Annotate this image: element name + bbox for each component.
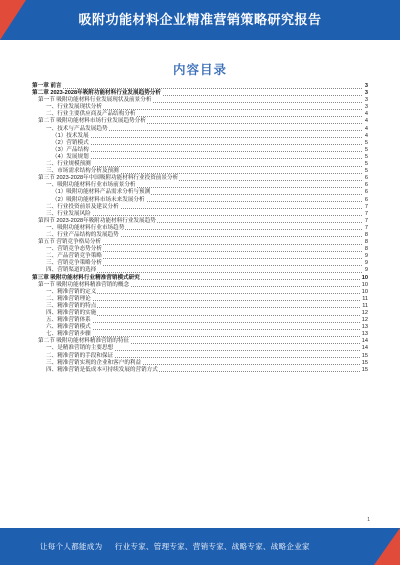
toc-entry-text: （4）发展规划 bbox=[52, 153, 89, 160]
toc-entry-text: （3）产品结构 bbox=[52, 146, 89, 153]
header-banner bbox=[0, 0, 400, 40]
toc-entry[interactable] bbox=[32, 147, 368, 154]
toc-entry-page: 15 bbox=[361, 359, 368, 366]
toc-entry-text: 三、精准营销的特点 bbox=[46, 302, 97, 309]
toc-entry-text: 第一章 前言 bbox=[32, 83, 62, 89]
toc-entry-page: 3 bbox=[364, 97, 368, 104]
toc-entry-page: 13 bbox=[361, 331, 368, 338]
toc-entry-page: 12 bbox=[361, 310, 368, 316]
toc-leader-dots bbox=[52, 137, 362, 138]
toc-entry-page: 5 bbox=[364, 139, 368, 146]
toc-entry[interactable] bbox=[32, 211, 368, 218]
toc-entry-text: 四、营销渠道的选择 bbox=[46, 267, 97, 274]
toc-entry[interactable] bbox=[32, 296, 368, 303]
toc-entry-page: 15 bbox=[361, 366, 368, 373]
toc-entry[interactable] bbox=[32, 154, 368, 161]
toc-entry-text: （2）吸附功能材料市场未来发展分析 bbox=[52, 196, 145, 203]
toc-entry[interactable] bbox=[32, 118, 368, 125]
toc-entry[interactable] bbox=[32, 133, 368, 140]
toc-leader-dots bbox=[52, 158, 362, 159]
toc-entry-text: 四、精准营销的实施 bbox=[46, 310, 97, 316]
toc-entry-text: （1）吸附功能材料产品需求分析与预测 bbox=[52, 189, 151, 196]
toc-entry-text: 二、行业规模预测 bbox=[46, 161, 91, 168]
toc-entry-page: 9 bbox=[364, 253, 368, 260]
toc-entry[interactable] bbox=[32, 197, 368, 204]
toc-entry-page: 14 bbox=[361, 338, 368, 345]
toc-entry-text: 二、行业主要供应商及产品结构分析 bbox=[46, 111, 136, 118]
toc-entry-page: 9 bbox=[364, 260, 368, 267]
toc-leader-dots bbox=[52, 144, 362, 145]
toc-entry-text: 第一节 吸附功能材料精准营销的概念 bbox=[38, 281, 130, 288]
toc-entry-text: 二、精准营销的手段和保证 bbox=[46, 352, 114, 359]
toc-entry-page: 11 bbox=[362, 302, 368, 309]
toc-entry[interactable] bbox=[32, 267, 368, 274]
toc-entry-page: 6 bbox=[364, 182, 368, 189]
toc-entry-text: 第五节 营销竞争格局分析 bbox=[38, 239, 102, 246]
toc-entry-page: 7 bbox=[364, 203, 368, 210]
toc-entry-text: 第二节 吸附功能材料市场行业发展趋势分析 bbox=[38, 118, 146, 125]
toc-entry-text: 一、吸附功能材料行业市场趋势 bbox=[46, 224, 125, 231]
toc-entry[interactable] bbox=[32, 140, 368, 147]
toc-entry[interactable] bbox=[32, 360, 368, 367]
footer-corner-accent bbox=[374, 528, 400, 565]
toc-entry-page: 6 bbox=[364, 189, 368, 196]
toc-entry[interactable] bbox=[32, 289, 368, 296]
toc-entry[interactable] bbox=[32, 282, 368, 289]
toc-entry-text: 一、行业发展现状分析 bbox=[46, 104, 102, 111]
toc-entry-text: 第四节 2023-2028年吸附功能材料行业发展趋势 bbox=[38, 217, 156, 224]
toc-entry-page: 6 bbox=[364, 175, 368, 182]
toc-leader-dots bbox=[32, 88, 362, 89]
toc-entry-page: 10 bbox=[361, 274, 368, 281]
toc-entry-page: 3 bbox=[364, 104, 368, 111]
toc-entry-text: 七、精准营销步骤 bbox=[46, 331, 91, 338]
toc-entry-page: 8 bbox=[364, 231, 368, 238]
toc-entry-page: 3 bbox=[364, 90, 368, 97]
toc-heading: 内容目录 bbox=[172, 63, 227, 77]
toc-leader-dots bbox=[46, 300, 362, 301]
toc-entry-text: 第三章 吸附功能材料行业精准营销模式研究 bbox=[32, 274, 140, 281]
toc-entry-text: 二、精准营销理论 bbox=[46, 295, 91, 302]
toc-entry-page: 15 bbox=[361, 352, 368, 359]
toc-entry-text: 五、精准营销体系 bbox=[46, 317, 91, 324]
toc-entry-page: 8 bbox=[364, 246, 368, 253]
toc-entry-text: 六、精准营销模式 bbox=[46, 324, 91, 331]
toc-entry-page: 5 bbox=[364, 146, 368, 153]
footer-slogan: 让每个人都能成为 bbox=[40, 542, 103, 551]
toc-entry-text: （2）营销模式 bbox=[52, 139, 89, 146]
toc-leader-dots bbox=[46, 322, 362, 323]
footer-banner bbox=[0, 528, 400, 565]
toc-entry-page: 7 bbox=[364, 224, 368, 231]
toc-entry-text: 第一节 吸附功能材料行业发展现状及前景分析 bbox=[38, 97, 152, 104]
toc-entry-text: 第二节 吸附功能材料精准营销的特征 bbox=[38, 338, 130, 345]
toc-entry-page: 11 bbox=[362, 295, 368, 302]
toc-entry[interactable] bbox=[32, 232, 368, 239]
toc-entry-text: 四、精准营销是低成本可持续发展的营销方式 bbox=[46, 366, 158, 373]
toc-leader-dots bbox=[46, 215, 362, 216]
toc-entry-text: 三、精准营销实现的企业和客户的利益 bbox=[46, 359, 142, 366]
toc-entry[interactable] bbox=[32, 189, 368, 196]
toc-entry[interactable] bbox=[32, 225, 368, 232]
report-title: 吸附功能材料企业精准营销策略研究报告 bbox=[78, 12, 322, 27]
toc-entry-text: 三、行业发展风险 bbox=[46, 210, 91, 217]
toc-entry-page: 3 bbox=[364, 83, 368, 89]
toc-entry-text: 三、市场需求结构分析及预测 bbox=[46, 168, 119, 175]
toc-entry-page: 14 bbox=[361, 345, 368, 352]
toc-entry-page: 7 bbox=[364, 217, 368, 224]
toc-entry-text: 一、营销竞争态势分析 bbox=[46, 246, 102, 253]
toc-entry-text: 一、是精准营销的主要思想 bbox=[46, 345, 114, 352]
toc-entry-text: 三、营销竞争策略分析 bbox=[46, 260, 102, 267]
toc-entry-page: 13 bbox=[361, 324, 368, 331]
toc-entry-page: 10 bbox=[361, 288, 368, 295]
toc-entry-text: 二、行业产品结构的发展趋势 bbox=[46, 231, 119, 238]
toc-entry-page: 5 bbox=[364, 168, 368, 175]
toc-entry-page: 5 bbox=[364, 161, 368, 168]
toc-entry[interactable] bbox=[32, 218, 368, 225]
toc-entry-text: 一、精准营销的定义 bbox=[46, 288, 97, 295]
toc-entry-text: 一、吸附功能材料行业市场前景分析 bbox=[46, 182, 136, 189]
toc-entry-text: （1）技术发展 bbox=[52, 132, 89, 139]
toc-entry-text: 第三节 2023-2028年中国吸附功能材料行业投资前景分析 bbox=[38, 175, 179, 182]
toc-entry[interactable] bbox=[32, 353, 368, 360]
toc-entry[interactable] bbox=[32, 204, 368, 211]
toc-entry-text: 第二章 2023-2028年吸附功能材料行业发展趋势分析 bbox=[32, 90, 161, 97]
toc-leader-dots bbox=[46, 329, 362, 330]
toc-entry-text: 二、行业投资前景及建议分析 bbox=[46, 203, 119, 210]
toc-entry-text: 二、产品营销竞争策略 bbox=[46, 253, 102, 260]
toc-leader-dots bbox=[46, 166, 362, 167]
toc-entry-page: 10 bbox=[361, 281, 368, 288]
table-of-contents bbox=[32, 83, 368, 374]
toc-entry-page: 7 bbox=[364, 210, 368, 217]
toc-entry-page: 8 bbox=[364, 239, 368, 246]
toc-entry[interactable] bbox=[32, 275, 368, 282]
toc-entry[interactable] bbox=[32, 126, 368, 133]
toc-entry-text: 一、技术与产品发展趋势 bbox=[46, 125, 108, 132]
toc-entry[interactable] bbox=[32, 367, 368, 374]
toc-entry[interactable] bbox=[32, 345, 368, 352]
toc-entry[interactable] bbox=[32, 303, 368, 310]
footer-tagline: 行业专家、管理专家、营销专家、战略专家、战略企业家 bbox=[114, 542, 310, 551]
toc-entry-page: 9 bbox=[364, 267, 368, 274]
footer-text bbox=[40, 541, 310, 552]
toc-entry-page: 4 bbox=[364, 125, 368, 132]
toc-entry-page: 6 bbox=[364, 196, 368, 203]
toc-entry-page: 12 bbox=[361, 317, 368, 324]
toc-leader-dots bbox=[46, 336, 362, 337]
page-number: 1 bbox=[367, 517, 370, 523]
toc-entry-page: 4 bbox=[364, 132, 368, 139]
toc-entry-page: 4 bbox=[364, 111, 368, 118]
toc-entry-page: 4 bbox=[364, 118, 368, 125]
toc-entry-page: 5 bbox=[364, 153, 368, 160]
toc-leader-dots bbox=[52, 151, 362, 152]
